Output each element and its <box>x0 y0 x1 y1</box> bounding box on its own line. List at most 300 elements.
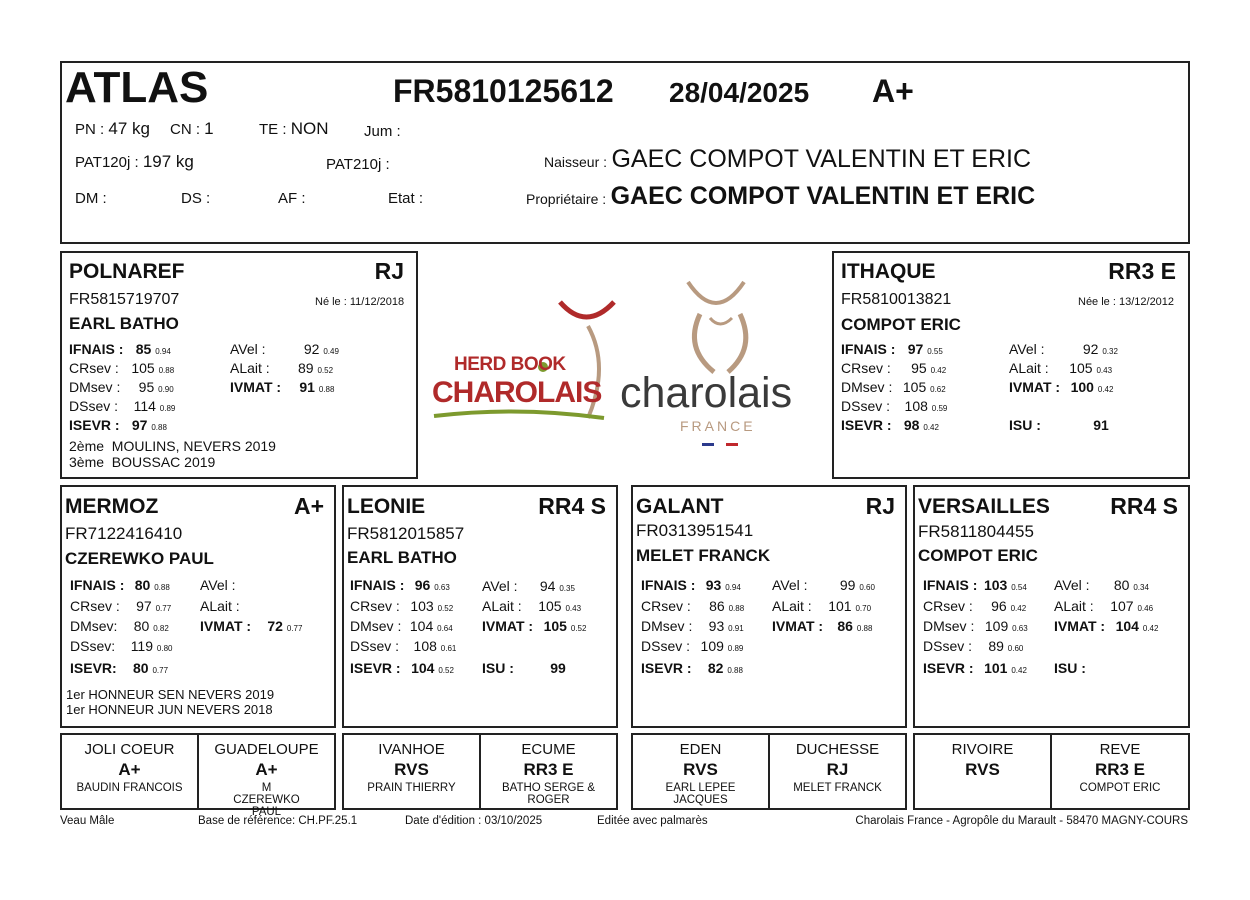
stat-label: ISEVR : <box>841 417 892 433</box>
stat-cd: 0.64 <box>437 624 453 633</box>
ggp-card <box>62 735 197 809</box>
stat-value: 99 <box>839 577 856 593</box>
dam-class: RR3 E <box>1108 258 1176 284</box>
stat-cd: 0.91 <box>728 624 744 633</box>
sire-ivmat <box>230 379 334 395</box>
proprietaire-label: Propriétaire : <box>526 191 607 207</box>
gp-avel <box>772 577 875 593</box>
stat-label: DSsev : <box>841 398 891 414</box>
stat-value: 109 <box>700 638 724 654</box>
stat-value: 100 <box>1070 379 1094 395</box>
ggp-name: REVE <box>1099 741 1141 758</box>
gp-ifnais <box>641 577 741 593</box>
stat-label: AVel : <box>772 577 808 593</box>
stat-cd: 0.63 <box>434 583 450 592</box>
cn-value: 1 <box>204 119 214 138</box>
stat-value: 86 <box>837 618 853 634</box>
stat-cd: 0.70 <box>855 604 872 613</box>
stat-label: DSsev : <box>923 638 973 654</box>
grandparent-card-galant <box>631 485 907 728</box>
gp-alait <box>482 598 581 614</box>
gp-isu <box>482 660 566 676</box>
gp-owner: COMPOT ERIC <box>918 546 1038 565</box>
stat-label: ISU : <box>1054 660 1086 676</box>
flag-blue <box>702 443 714 446</box>
stat-label: ISU : <box>1009 417 1041 433</box>
dam-owner: COMPOT ERIC <box>841 315 961 334</box>
dam-ifnais <box>841 341 943 357</box>
ggp-name: RIVOIRE <box>951 741 1014 758</box>
gp-dmsev <box>350 618 453 634</box>
stat-label: ISEVR : <box>69 417 120 433</box>
stat-value: 107 <box>1110 598 1134 614</box>
dam-name: ITHAQUE <box>841 260 936 283</box>
te-field <box>259 119 328 139</box>
stat-value: 91 <box>299 379 315 395</box>
stat-label: DMsev : <box>641 618 693 634</box>
head-right <box>728 314 746 372</box>
ggp-name: ECUME <box>521 741 576 758</box>
naisseur-value: GAEC COMPOT VALENTIN ET ERIC <box>611 145 1032 173</box>
stat-value: 105 <box>543 618 567 634</box>
stat-value: 86 <box>709 598 725 614</box>
dam-dssev <box>841 398 947 414</box>
gp-isevr <box>350 660 454 676</box>
ggp-owner: EARL LEPEE JACQUES <box>665 782 736 806</box>
stat-cd: 0.77 <box>152 666 169 675</box>
stat-label: AVel : <box>200 577 236 593</box>
gp-ivmat <box>482 618 586 634</box>
gp-dssev <box>923 638 1023 654</box>
stat-value: 98 <box>903 417 920 433</box>
stat-cd: 0.42 <box>1010 604 1027 613</box>
stat-label: IFNAIS : <box>350 577 405 593</box>
stat-cd: 0.90 <box>158 385 174 394</box>
stat-label: ISEVR : <box>641 660 692 676</box>
gp-ifnais <box>70 577 170 593</box>
charolais-word: charolais <box>620 369 793 417</box>
stat-label: DMsev : <box>69 379 121 395</box>
ggp-class: A+ <box>255 760 278 779</box>
sire-name: POLNAREF <box>69 260 185 283</box>
dam-card <box>832 251 1190 479</box>
stat-cd: 0.49 <box>323 347 339 356</box>
animal-date: 28/04/2025 <box>669 77 810 108</box>
stat-cd: 0.52 <box>317 366 334 375</box>
dam-born <box>1078 296 1174 308</box>
stat-label: CRsev : <box>70 598 120 614</box>
stat-label: IFNAIS : <box>923 577 978 593</box>
stat-label: IVMAT : <box>772 618 824 634</box>
stat-cd: 0.46 <box>1137 604 1154 613</box>
sire-avel <box>230 341 339 357</box>
gp-owner: CZEREWKO PAUL <box>65 549 214 568</box>
stat-label: ALait : <box>230 360 270 376</box>
footer-edition: Date d'édition : 03/10/2025 <box>405 815 543 827</box>
stat-label: ISEVR: <box>70 660 117 676</box>
stat-cd: 0.35 <box>559 584 575 593</box>
jum-label: Jum : <box>364 123 401 140</box>
dam-id: FR5810013821 <box>841 291 952 308</box>
sire-class: RJ <box>374 258 404 284</box>
stat-value: 89 <box>298 360 314 376</box>
stat-label: CRsev : <box>350 598 400 614</box>
stat-label: AVel : <box>1054 577 1090 593</box>
stat-value: 97 <box>907 341 924 357</box>
ggp-card <box>770 735 905 809</box>
ggp-name: JOLI COEUR <box>84 741 175 758</box>
te-label: TE : <box>259 121 287 138</box>
herdbook-top-text: HERD BOOK <box>454 354 566 375</box>
sire-ifnais <box>69 341 171 357</box>
ggp-owner: BAUDIN FRANCOIS <box>76 782 183 794</box>
naisseur-label: Naisseur : <box>544 154 608 170</box>
stat-cd: 0.43 <box>1096 366 1113 375</box>
stat-cd: 0.88 <box>154 583 170 592</box>
stat-value: 104 <box>411 660 435 676</box>
animal-grade: A+ <box>872 73 914 109</box>
gp-award-2: 1er HONNEUR JUN NEVERS 2018 <box>66 702 273 717</box>
stat-label: CRsev : <box>841 360 891 376</box>
gp-alait <box>1054 598 1153 614</box>
stat-cd: 0.80 <box>156 644 173 653</box>
gp-class: A+ <box>293 493 324 519</box>
stat-value: 101 <box>828 598 852 614</box>
grandparent-card-mermoz <box>60 485 336 728</box>
ggp-owner: MELET FRANCK <box>793 782 882 794</box>
stat-cd: 0.88 <box>728 604 745 613</box>
stat-cd: 0.59 <box>931 404 948 413</box>
gp-owner: MELET FRANCK <box>636 546 771 565</box>
sire-born <box>315 296 404 308</box>
stat-cd: 0.55 <box>927 347 943 356</box>
te-value: NON <box>290 119 329 138</box>
cn-label: CN : <box>170 121 200 138</box>
gp-crsev <box>923 598 1026 614</box>
stat-value: 85 <box>135 341 152 357</box>
stat-cd: 0.61 <box>440 644 457 653</box>
stat-value: 82 <box>707 660 724 676</box>
gp-name: LEONIE <box>347 495 426 518</box>
gp-dssev <box>641 638 743 654</box>
ggp-name: EDEN <box>679 741 722 758</box>
gp-isevr <box>641 660 743 676</box>
gp-name: GALANT <box>636 495 724 518</box>
horn-arc-red <box>560 302 614 317</box>
ggp-class: RVS <box>683 760 718 779</box>
grandparent-card-leonie <box>342 485 618 728</box>
stat-label: IFNAIS : <box>70 577 125 593</box>
stat-value: 119 <box>130 638 154 654</box>
stat-value: 80 <box>133 660 149 676</box>
stat-value: 104 <box>1115 618 1139 634</box>
stat-value: 105 <box>1069 360 1093 376</box>
gp-dmsev <box>923 618 1028 634</box>
stat-cd: 0.77 <box>286 624 303 633</box>
stat-cd: 0.52 <box>570 624 587 633</box>
stat-value: 96 <box>414 577 431 593</box>
stat-cd: 0.88 <box>318 385 335 394</box>
herdbook-main-text: CHAROLAIS <box>432 376 602 409</box>
pn-label: PN : <box>75 121 105 138</box>
ds-label: DS : <box>181 190 211 207</box>
pat210-label: PAT210j : <box>326 156 390 173</box>
gp-award-1: 1er HONNEUR SEN NEVERS 2019 <box>66 687 275 702</box>
gp-ivmat <box>772 618 872 634</box>
charolais-france-logo <box>616 278 826 453</box>
animal-id: FR5810125612 <box>393 73 614 109</box>
stat-cd: 0.88 <box>856 624 873 633</box>
ggp-card <box>481 735 616 809</box>
sire-alait <box>230 360 333 376</box>
gp-id: FR5812015857 <box>347 524 465 543</box>
dam-ivmat <box>1009 379 1113 395</box>
sire-award-1: 2ème MOULINS, NEVERS 2019 <box>69 438 276 454</box>
head-left <box>694 314 714 372</box>
stat-label: IVMAT : <box>1054 618 1106 634</box>
stat-value: 105 <box>131 360 155 376</box>
ggp-name: IVANHOE <box>378 741 445 758</box>
gp-ifnais <box>350 577 450 593</box>
stat-cd: 0.89 <box>159 404 176 413</box>
dam-isevr <box>841 417 939 433</box>
stat-value: 72 <box>267 618 283 634</box>
ggp-class: RR3 E <box>523 760 574 779</box>
gp-avel <box>200 577 239 593</box>
ggp-class: RVS <box>394 760 429 779</box>
footer-palmares: Editée avec palmarès <box>597 815 708 827</box>
stat-cd: 0.34 <box>1133 583 1149 592</box>
sire-born-label: Né le : <box>315 296 347 308</box>
sire-dmsev <box>69 379 174 395</box>
gp-crsev <box>350 598 453 614</box>
dam-born-date: 13/12/2012 <box>1118 296 1175 308</box>
stat-label: DMsev: <box>70 618 118 634</box>
stat-label: ALait : <box>200 598 240 614</box>
footer-org: Charolais France - Agropôle du Marault - 58470 MAGNY-COURS <box>855 815 1188 827</box>
head-brow <box>710 318 732 324</box>
dam-dmsev <box>841 379 946 395</box>
stat-cd: 0.42 <box>930 366 947 375</box>
gp-class: RR4 S <box>538 493 606 519</box>
stat-cd: 0.52 <box>437 604 454 613</box>
stat-value: 109 <box>984 618 1009 634</box>
naisseur-field <box>544 145 1031 174</box>
stat-label: ALait : <box>482 598 522 614</box>
stat-label: ISEVR : <box>923 660 974 676</box>
stat-label: IFNAIS : <box>641 577 696 593</box>
gp-class: RJ <box>865 493 895 519</box>
stat-label: ALait : <box>1009 360 1049 376</box>
stat-cd: 0.94 <box>725 583 741 592</box>
stat-label: DSsev : <box>69 398 119 414</box>
dam-born-label: Née le : <box>1078 296 1116 308</box>
stat-value: 94 <box>539 578 556 594</box>
stat-cd: 0.42 <box>1142 624 1159 633</box>
animal-header <box>60 61 1190 244</box>
stat-cd: 0.88 <box>727 666 743 675</box>
stat-value: 103 <box>410 598 434 614</box>
stat-cd: 0.42 <box>923 423 939 432</box>
flag-red <box>726 443 738 446</box>
gp-id: FR5811804455 <box>918 522 1034 541</box>
stat-value: 104 <box>409 618 434 634</box>
stat-value: 95 <box>138 379 155 395</box>
stat-cd: 0.60 <box>859 583 875 592</box>
stat-value: 108 <box>904 398 928 414</box>
dm-label: DM : <box>75 190 107 207</box>
pn-value: 47 kg <box>108 119 150 138</box>
gp-dssev <box>70 638 172 654</box>
stat-value: 93 <box>705 577 722 593</box>
stat-cd: 0.62 <box>930 385 946 394</box>
stat-label: DSsev: <box>70 638 116 654</box>
ggp-class: RR3 E <box>1094 760 1146 779</box>
stat-value: 105 <box>538 598 562 614</box>
france-word: FRANCE <box>680 418 756 434</box>
ggp-owner: PRAIN THIERRY <box>367 782 456 794</box>
stat-value: 92 <box>303 341 320 357</box>
stat-label: CRsev : <box>641 598 691 614</box>
gp-isevr <box>923 660 1027 676</box>
gp-isu <box>1054 660 1090 676</box>
stat-label: DMsev : <box>350 618 402 634</box>
stat-cd: 0.88 <box>158 366 175 375</box>
stat-cd: 0.32 <box>1102 347 1118 356</box>
ggp-name: GUADELOUPE <box>214 741 319 758</box>
stat-label: IVMAT : <box>200 618 252 634</box>
dam-crsev <box>841 360 946 376</box>
stat-value: 93 <box>708 618 725 634</box>
stat-label: DMsev : <box>923 618 975 634</box>
ggp-name: DUCHESSE <box>795 741 880 758</box>
stat-cd: 0.88 <box>151 423 167 432</box>
stat-value: 89 <box>988 638 1004 654</box>
stat-label: IVMAT : <box>1009 379 1061 395</box>
gp-avel <box>482 578 575 594</box>
gp-id: FR0313951541 <box>636 521 754 540</box>
gp-ivmat <box>200 618 302 634</box>
stat-value: 97 <box>131 417 148 433</box>
stat-cd: 0.42 <box>1097 385 1114 394</box>
gp-ivmat <box>1054 618 1158 634</box>
ggp-card <box>199 735 334 818</box>
sire-owner: EARL BATHO <box>69 314 179 333</box>
pat120-value: 197 kg <box>142 152 194 171</box>
cn-field <box>170 119 214 139</box>
stat-label: ISEVR : <box>350 660 401 676</box>
stat-value: 95 <box>911 360 927 376</box>
stat-label: IVMAT : <box>482 618 534 634</box>
stat-value: 80 <box>133 618 150 634</box>
stat-cd: 0.82 <box>153 624 169 633</box>
herdbook-logo <box>428 296 628 426</box>
gp-id: FR7122416410 <box>65 524 183 543</box>
stat-value: 114 <box>133 398 156 414</box>
etat-label: Etat : <box>388 190 424 207</box>
dam-avel <box>1009 341 1118 357</box>
pat120-label: PAT120j : <box>75 154 139 171</box>
stat-label: CRsev : <box>69 360 119 376</box>
animal-name: ATLAS <box>65 63 209 112</box>
stat-label: AVel : <box>482 578 518 594</box>
grandparent-card-versailles <box>913 485 1190 728</box>
stat-value: 96 <box>991 598 1007 614</box>
stat-label: ALait : <box>1054 598 1094 614</box>
gp-alait <box>772 598 871 614</box>
gp-dmsev <box>70 618 169 634</box>
sire-crsev <box>69 360 174 376</box>
ggp-card <box>344 735 479 809</box>
sire-born-date: 11/12/2018 <box>349 296 405 308</box>
stat-value: 105 <box>902 379 927 395</box>
sire-card <box>60 251 418 479</box>
sire-award-2: 3ème BOUSSAC 2019 <box>69 454 216 470</box>
ggp-owner: M CZEREWKO PAUL <box>233 782 303 818</box>
stat-value: 80 <box>1113 577 1130 593</box>
footer-sex: Veau Mâle <box>60 815 115 827</box>
stat-cd: 0.89 <box>727 644 744 653</box>
gp-alait <box>200 598 244 614</box>
ggp-owner: COMPOT ERIC <box>1079 782 1161 794</box>
ggp-class: RVS <box>965 760 1000 779</box>
stat-value: 101 <box>984 660 1008 676</box>
stat-label: DSsev : <box>350 638 400 654</box>
ggp-card <box>633 735 768 809</box>
stat-label: ALait : <box>772 598 812 614</box>
stat-cd: 0.63 <box>1012 624 1028 633</box>
ggp-class: A+ <box>118 760 141 779</box>
gp-crsev <box>70 598 171 614</box>
stat-value: 80 <box>134 577 151 593</box>
ggp-owner: BATHO SERGE & ROGER <box>501 782 596 806</box>
stat-cd: 0.42 <box>1011 666 1027 675</box>
dam-isu <box>1009 417 1109 433</box>
stat-label: IFNAIS : <box>69 341 124 357</box>
stat-label: DSsev : <box>641 638 691 654</box>
stat-label: AVel : <box>1009 341 1045 357</box>
stat-cd: 0.52 <box>438 666 454 675</box>
sire-dssev <box>69 398 175 414</box>
stat-cd: 0.60 <box>1007 644 1024 653</box>
pat120-field <box>75 152 194 172</box>
stat-value: 108 <box>413 638 437 654</box>
ggp-card <box>1052 735 1188 809</box>
gp-ifnais <box>923 577 1027 593</box>
head-horns <box>688 282 744 303</box>
sire-isevr <box>69 417 167 433</box>
pn-field <box>75 119 150 139</box>
gp-name: MERMOZ <box>65 495 159 518</box>
gp-name: VERSAILLES <box>918 495 1050 518</box>
stat-label: IFNAIS : <box>841 341 896 357</box>
sire-id: FR5815719707 <box>69 291 180 308</box>
stat-value: 103 <box>983 577 1008 593</box>
proprietaire-value: GAEC COMPOT VALENTIN ET ERIC <box>610 182 1036 210</box>
stat-label: DMsev : <box>841 379 893 395</box>
gp-avel <box>1054 577 1149 593</box>
stat-cd: 0.77 <box>155 604 172 613</box>
stat-value: 92 <box>1082 341 1099 357</box>
stat-label: IVMAT : <box>230 379 282 395</box>
gp-isevr <box>70 660 168 676</box>
gp-dssev <box>350 638 456 654</box>
stat-label: CRsev : <box>923 598 973 614</box>
gp-owner: EARL BATHO <box>347 548 457 567</box>
stat-cd: 0.54 <box>1011 583 1027 592</box>
af-label: AF : <box>278 190 306 207</box>
baseline-green <box>434 411 604 418</box>
